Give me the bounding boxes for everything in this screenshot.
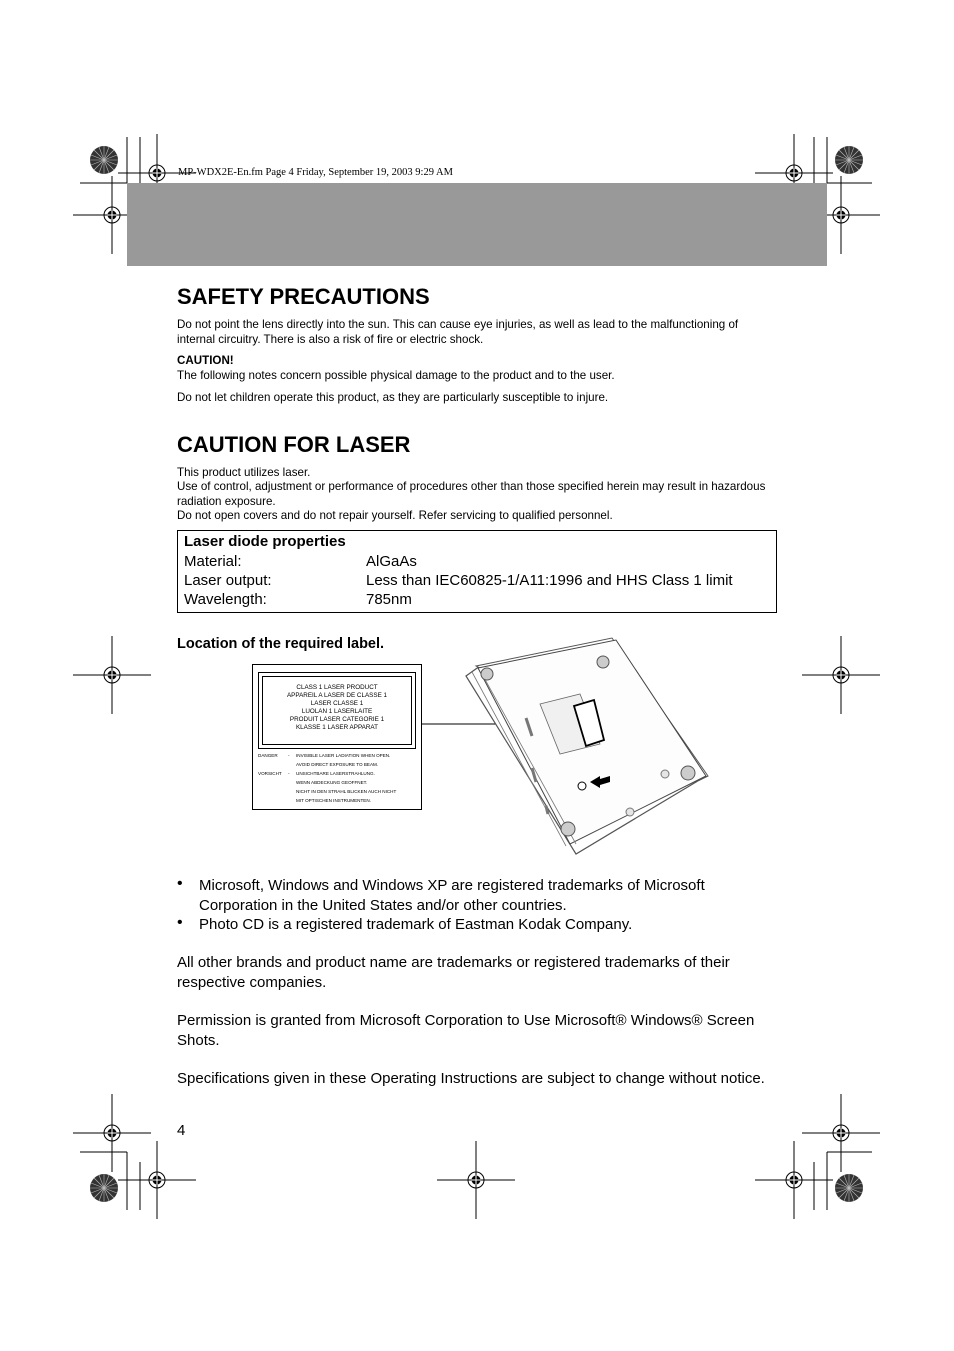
bullet-text: Photo CD is a registered trademark of Eastman Kodak Company. [199, 916, 633, 933]
file-info-line: MP-WDX2E-En.fm Page 4 Friday, September 19, 2003 9:29 AM [178, 167, 453, 178]
children-warning: Do not let children operate this product, as they are particularly susceptible to injure. [177, 391, 609, 404]
property-key: Material: [184, 553, 242, 570]
warning-line: DANGER - INVISIBLE LASER LADIATION WHEN OPEN. [258, 753, 391, 758]
property-value: Less than IEC60825-1/A11:1996 and HHS Class 1 limit [366, 572, 733, 589]
header-band [127, 183, 827, 266]
device-underside-drawing [420, 636, 710, 861]
laser-line-2: Use of control, adjustment or performance of procedures other than those specified herein may result in hazardous radiation exposure. [177, 480, 766, 508]
laser-label-illustration [252, 664, 422, 810]
warning-line: AVOID DIRECT EXPOSURE TO BEAM. [296, 762, 379, 767]
label-line: PRODUIT LASER CATEGORIE 1 [289, 716, 385, 723]
safety-title: SAFETY PRECAUTIONS [177, 284, 430, 309]
caution-label: CAUTION! [177, 354, 234, 367]
trademark-paragraph: All other brands and product name are trademarks or registered trademarks of their respective companies. [177, 954, 730, 991]
laser-properties-title: Laser diode properties [184, 533, 346, 550]
label-line: CLASS 1 LASER PRODUCT [296, 684, 378, 691]
label-line: LUOLAN 1 LASERLAITE [301, 708, 373, 715]
property-key: Laser output: [184, 572, 272, 589]
bullet-icon: • [177, 914, 183, 931]
safety-paragraph: Do not point the lens directly into the sun. This can cause eye injuries, as well as lead to the malfunctioning of internal circuitry. There is also a risk of fire or electric shock. [177, 318, 739, 346]
laser-line-1: This product utilizes laser. [177, 466, 311, 479]
specifications-paragraph: Specifications given in these Operating Instructions are subject to change without notice. [177, 1070, 765, 1087]
caution-text: The following notes concern possible physical damage to the product and to the user. [177, 369, 615, 382]
laser-properties-table [177, 530, 777, 613]
warning-line: VORSICHT - UNSICHTBARE LASERSTRAHLUNG. [258, 771, 375, 776]
property-row-wavelength [184, 591, 412, 608]
warning-line: MIT OPTISCHEN INSTRUMENTEN. [296, 798, 371, 803]
laser-line-3: Do not open covers and do not repair yourself. Refer servicing to qualified personnel. [177, 509, 613, 522]
property-value: AlGaAs [366, 553, 417, 570]
label-line: APPAREIL A LASER DE CLASSE 1 [286, 692, 388, 699]
warning-line: WENN ABDECKUNG GEOFFNET. [296, 780, 368, 785]
bullet-text: Microsoft, Windows and Windows XP are registered trademarks of Microsoft Corporation in the United States and/or other countries. [199, 877, 705, 914]
location-title: Location of the required label. [177, 636, 385, 652]
property-row-material [184, 553, 417, 570]
laser-title: CAUTION FOR LASER [177, 432, 411, 457]
label-line: KLASSE 1 LASER APPARAT [295, 724, 378, 731]
property-key: Wavelength: [184, 591, 267, 608]
bullet-icon: • [177, 875, 183, 892]
page-number: 4 [177, 1122, 186, 1139]
warning-line: NICHT IN DEN STRAHL BLICKEN AUCH NICHT [296, 789, 397, 794]
laser-class-box [258, 672, 416, 749]
label-line: LASER CLASSE 1 [310, 700, 364, 707]
property-value: 785nm [366, 591, 412, 608]
property-row-output [184, 572, 733, 589]
permission-paragraph: Permission is granted from Microsoft Corporation to Use Microsoft® Windows® Screen Shots. [177, 1012, 755, 1049]
